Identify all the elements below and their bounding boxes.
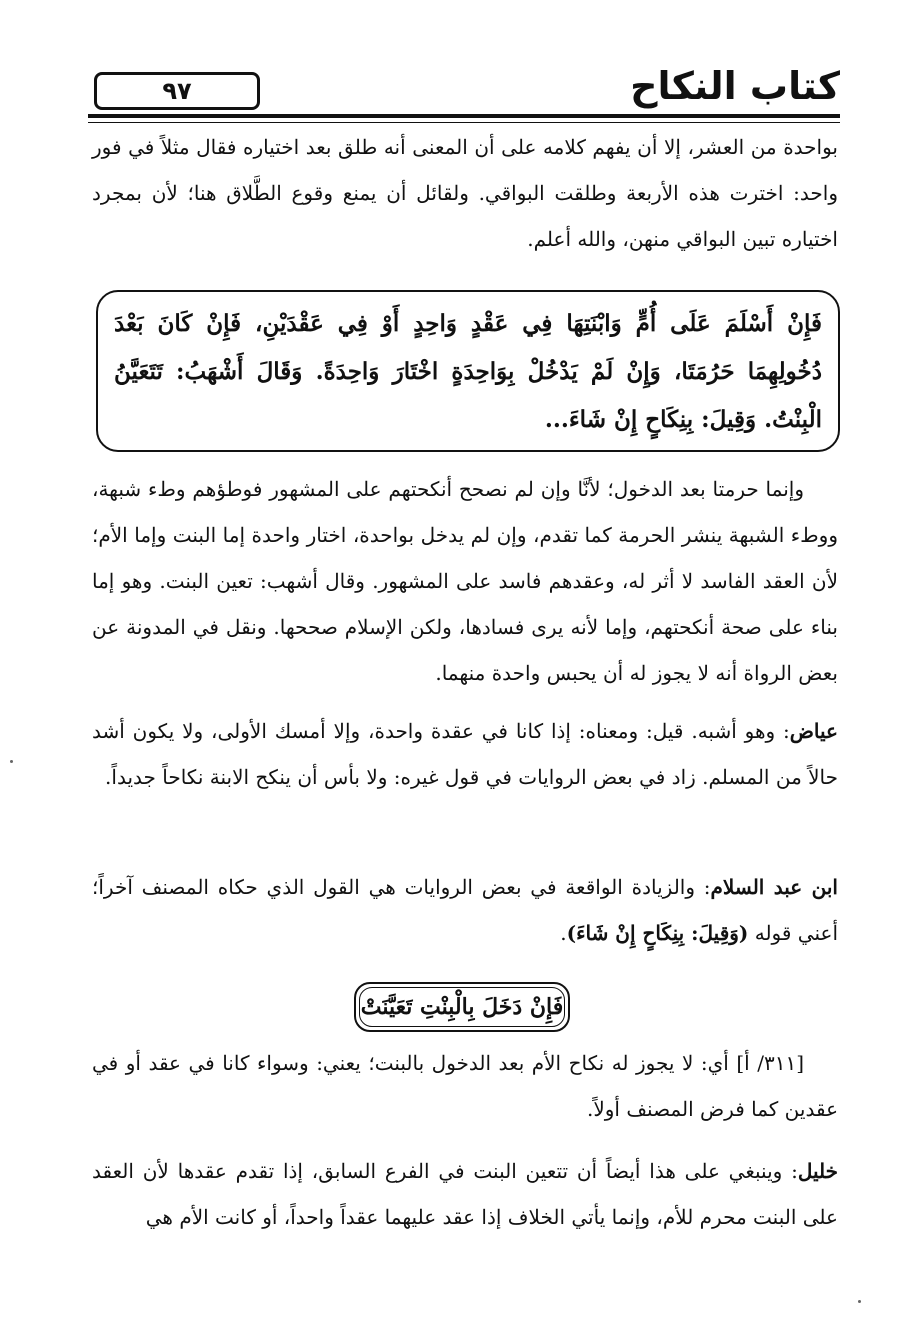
paragraph-2-text: وإنما حرمتا بعد الدخول؛ لأنَّا وإن لم نصحح أنكحتهم على المشهور فوطؤهم وطء شبهة، ووطء الشبهة ينشر الحرمة كما تقدم، وإن لم يدخل بواحدة، اختار واحدة إما البنت وإما الأم؛ لأن العقد الفاسد لا أثر له، وعقدهم فاسد على المشهور. وقال أشهب: تعين البنت. وهو إما بناء على صحة أنكحتهم، وإما لأنه يرى فسادها، ولكن الإسلام صححها. ونقل في المدونة عن بعض الرواة أنه لا يجوز له أن يحبس واحدة منهما. bbox=[92, 477, 838, 685]
header-rule bbox=[88, 114, 840, 118]
paragraph-1-text: بواحدة من العشر، إلا أن يفهم كلامه على أن المعنى أنه طلق بعد اختياره فقال مثلاً في فور واحد: اخترت هذه الأربعة وطلقت البواقي. ولقائل أن يمنع وقوع الطَّلاق هنا؛ لأن بمجرد اختياره تبين البواقي منهن، والله أعلم. bbox=[92, 135, 838, 251]
matn-box-secondary bbox=[354, 982, 570, 1032]
paragraph-5-text: [٣١١/ أ] أي: لا يجوز له نكاح الأم بعد الدخول بالبنت؛ يعني: وسواء كانا في عقد أو في عقدين كما فرض المصنف أولاً. bbox=[92, 1051, 838, 1121]
book-title: كتاب النكاح bbox=[630, 64, 840, 108]
paragraph-3 bbox=[92, 708, 838, 800]
paragraph-6-text: : وينبغي على هذا أيضاً أن تتعين البنت في الفرع السابق، إذا تقدم عقدها لأن العقد على البنت محرم للأم، وإنما يأتي الخلاف إذا عقد عليهما عقداً واحداً، أو كانت الأم هي bbox=[92, 1159, 838, 1229]
page-number: ٩٧ bbox=[94, 72, 260, 110]
matn-text-main: فَإِنْ أَسْلَمَ عَلَى أُمٍّ وَابْنَتِهَا فِي عَقْدٍ وَاحِدٍ أَوْ فِي عَقْدَيْنِ، فَإِنْ كَانَ بَعْدَ دُخُولِهِمَا حَرُمَتَا، وَإِنْ لَمْ يَدْخُلْ بِوَاحِدَةٍ اخْتَارَ وَاحِدَةً. وَقَالَ أَشْهَبُ: تَتَعَيَّنُ الْبِنْتُ. وَقِيلَ: بِنِكَاحٍ إِنْ شَاءَ... bbox=[114, 310, 822, 433]
commentator-name-ibn-abd-al-salam: ابن عبد السلام bbox=[710, 875, 838, 899]
paragraph-4 bbox=[92, 864, 838, 956]
commentator-name-khalil: خليل bbox=[797, 1159, 838, 1183]
paragraph-1 bbox=[92, 124, 838, 262]
paragraph-4-quote: (وَقِيلَ: بِنِكَاحٍ إِنْ شَاءَ) bbox=[566, 921, 749, 945]
paragraph-2 bbox=[92, 466, 838, 696]
paragraph-3-text: : وهو أشبه. قيل: ومعناه: إذا كانا في عقدة واحدة، وإلا أمسك الأولى، ولا يكون أشد حالاً من المسلم. زاد في بعض الروايات في قول غيره: ولا بأس أن ينكح الابنة نكاحاً جديداً. bbox=[92, 719, 838, 789]
matn-text-secondary: فَإِنْ دَخَلَ بِالْبِنْتِ تَعَيَّنَتْ bbox=[360, 994, 564, 1020]
paragraph-6 bbox=[92, 1148, 838, 1240]
margin-speck bbox=[10, 760, 13, 763]
margin-speck bbox=[858, 1300, 861, 1303]
paragraph-5 bbox=[92, 1040, 838, 1132]
matn-box-main bbox=[96, 290, 840, 452]
header-rule-thin bbox=[88, 122, 840, 123]
page-header bbox=[88, 58, 840, 120]
paragraph-4-end: . bbox=[560, 921, 567, 945]
commentator-name-iyad: عياض bbox=[789, 719, 838, 743]
paragraph-4-text: : والزيادة الواقعة في بعض الروايات هي القول الذي حكاه المصنف آخراً؛ أعني قوله bbox=[92, 875, 838, 945]
